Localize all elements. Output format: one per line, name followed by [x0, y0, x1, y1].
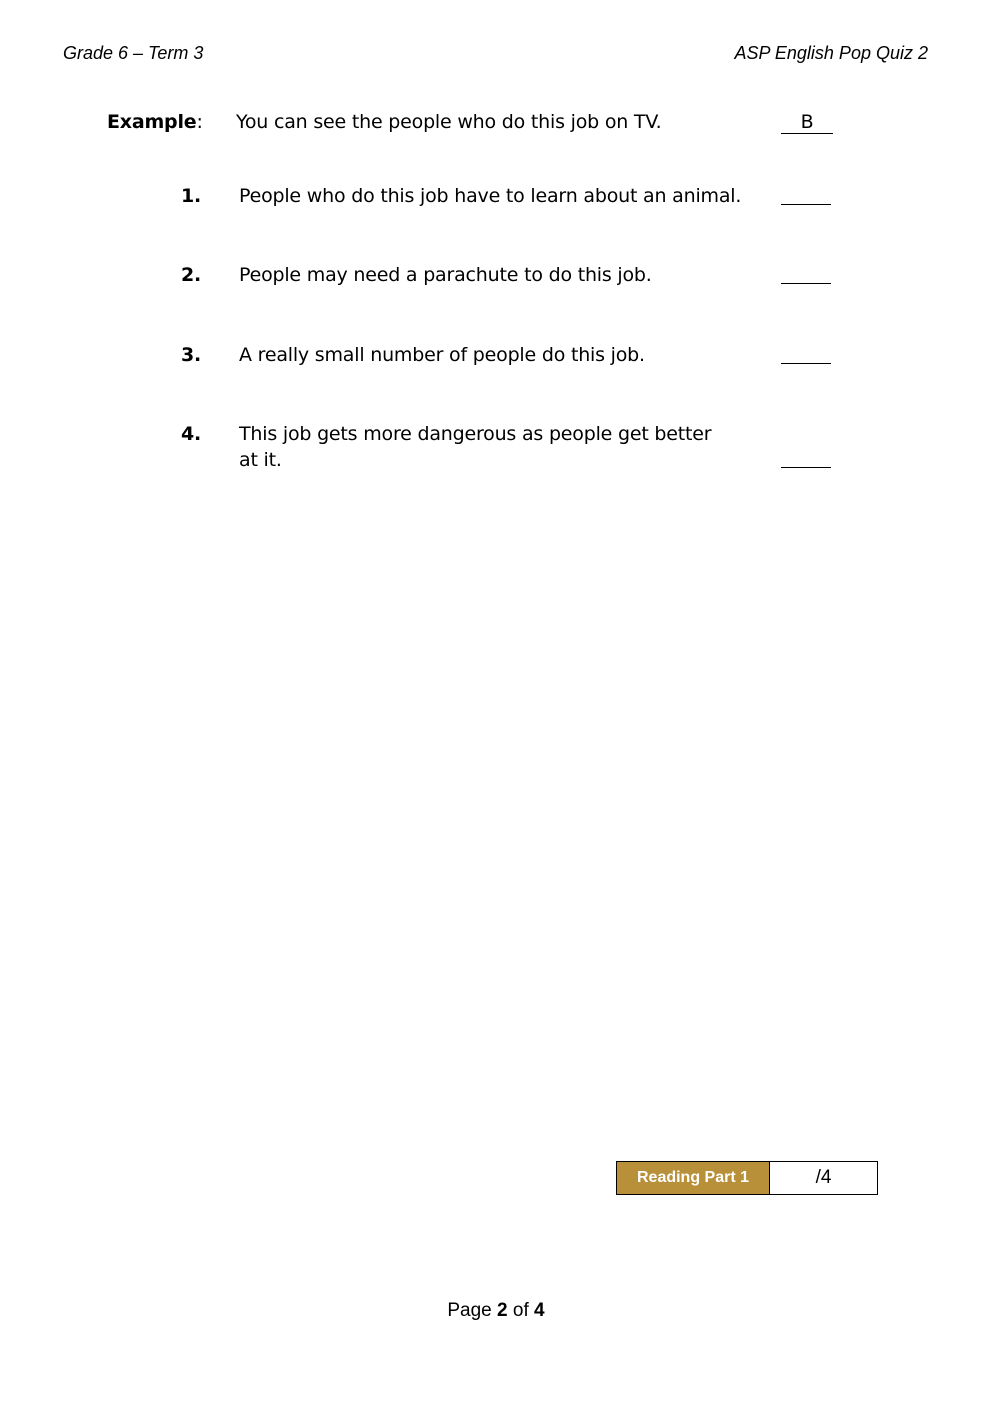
footer-page-word: Page: [447, 1300, 492, 1321]
question-4-answer-blank[interactable]: [781, 467, 831, 468]
footer-current-page: 2: [497, 1300, 508, 1321]
header-grade-term: Grade 6 – Term 3: [63, 43, 204, 63]
example-answer-value: B: [781, 111, 833, 134]
example-text: You can see the people who do this job on TV.: [236, 111, 662, 133]
question-2-number: 2.: [181, 264, 202, 286]
question-4-text-line-2: at it.: [239, 449, 282, 471]
question-3-answer-blank[interactable]: [781, 363, 831, 364]
question-1-number: 1.: [181, 185, 202, 207]
question-4-number: 4.: [181, 423, 202, 445]
example-colon: :: [196, 111, 203, 133]
question-3-number: 3.: [181, 344, 202, 366]
header-quiz-title: ASP English Pop Quiz 2: [734, 43, 928, 63]
page-number-footer: [0, 1299, 992, 1323]
footer-of-word: of: [512, 1300, 529, 1321]
score-label: Reading Part 1: [617, 1162, 770, 1194]
example-answer: [781, 109, 833, 135]
example-label-word: Example: [107, 111, 197, 133]
score-box: [616, 1161, 878, 1195]
question-3-text: A really small number of people do this job.: [239, 344, 645, 366]
question-2-text: People may need a parachute to do this job.: [239, 264, 652, 286]
question-2-answer-blank[interactable]: [781, 283, 831, 284]
score-value[interactable]: /4: [815, 1167, 832, 1188]
footer-total-pages: 4: [534, 1300, 545, 1321]
question-1-text: People who do this job have to learn about an animal.: [239, 185, 742, 207]
question-1-answer-blank[interactable]: [781, 204, 831, 205]
question-4-text-line-1: This job gets more dangerous as people get better: [239, 423, 712, 445]
example-label: [107, 109, 203, 135]
